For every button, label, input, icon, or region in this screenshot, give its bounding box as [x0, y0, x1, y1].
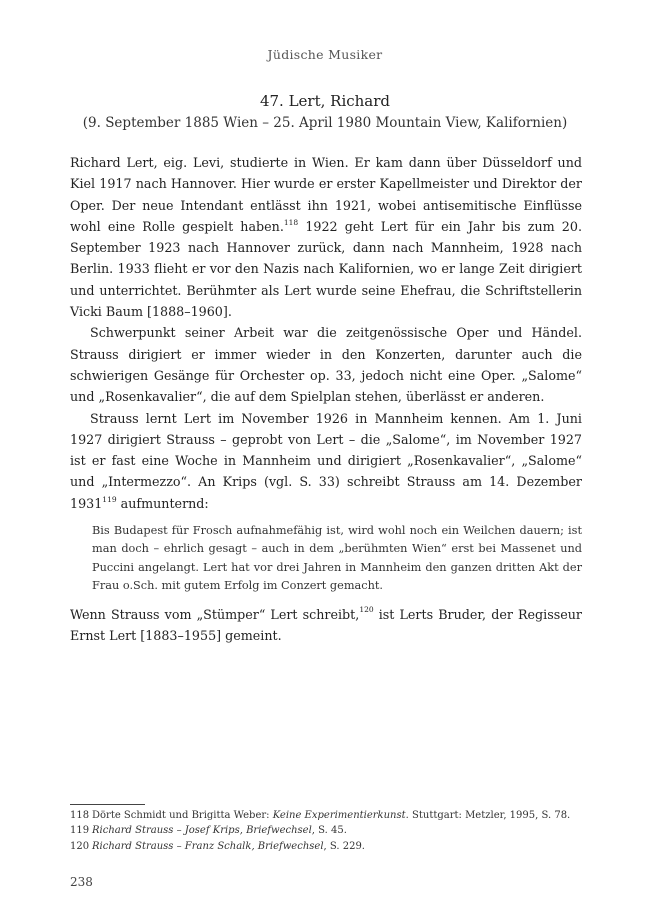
footnote-119 [70, 823, 582, 838]
page-number: 238 [70, 875, 93, 889]
block-quote: Bis Budapest für Frosch aufnahmefähig ist, wird wohl noch ein Weilchen dauern; ist man doch – ehrlich gesagt – auch in dem „berühmten Wien“ erst bei Massenet und Puccini angelangt. Lert hat vor drei Jahren in Mannheim den ganzen dritten Akt der Frau o.Sch. mit gutem Erfolg im Conzert gemacht. [92, 524, 582, 593]
text-run: ist Lerts Bruder, der Regisseur Ernst Lert [1883–1955] gemeint. [70, 606, 582, 643]
paragraph-2: Schwerpunkt seiner Arbeit war die zeitgenössische Oper und Händel. Strauss dirigiert er immer wieder in den Konzerten, darunter auch die schwierigen Gesänge für Orchester op. 33, jedoch nicht eine Oper. „Salome“ und „Rosenkavalier“, die auf dem Spielplan stehen, überlässt er anderen. [70, 325, 582, 405]
footnote-number: 118 [70, 810, 90, 821]
text-run: Wenn Strauss vom „Stümper“ Lert schreibt, [70, 606, 360, 622]
footnote-divider [70, 804, 145, 805]
footnote-ref-120[interactable]: 120 [359, 605, 374, 615]
text-run: Strauss lernt Lert im November 1926 in Mannheim kennen. Am 1. Juni 1927 dirigiert Strauss – geprobt von Lert – die „Salome“, im November 1927 ist er fast eine Woche in Mannheim und dirigiert „Rosenkavalier“, „Salome“ und „Intermezzo“. An Krips (vgl. S. 33) schreibt Strauss am 14. Dezember 1931 [70, 410, 582, 511]
footnotes [70, 808, 582, 854]
text-run: Richard Lert, eig. Levi, studierte in Wien. Er kam dann über Düsseldorf und Kiel 1917 nach Hannover. Hier wurde er erster Kapellmeister und Direktor der Oper. Der neue Intendant entlässt ihn 1921, wobei antisemitische Einflüsse wohl eine Rolle gespielt haben. [70, 155, 582, 234]
entry-dates: (9. September 1885 Wien – 25. April 1980 Mountain View, Kalifornien) [82, 115, 568, 131]
footnote-text: , S. 45. [311, 825, 347, 837]
paragraph-3 [70, 408, 582, 514]
footnote-120 [70, 839, 582, 854]
footnote-text: Dörte Schmidt und Brigitta Weber: [92, 810, 273, 821]
body-text [70, 152, 582, 646]
paragraph-4 [70, 604, 582, 647]
running-head: Jüdische Musiker [267, 47, 383, 62]
footnote-title: Keine Experimentierkunst [272, 810, 406, 821]
footnote-118 [70, 808, 582, 823]
footnote-text: , S. 229. [323, 840, 365, 852]
paragraph-1 [70, 152, 582, 322]
text-run: 1922 geht Lert für ein Jahr bis zum 20. September 1923 nach Hannover zurück, dann nach Mannheim, 1928 nach Berlin. 1933 flieht er vor den Nazis nach Kalifornien, wo er lange Zeit dirigiert und unterrichtet. Berühmter als Lert wurde seine Ehefrau, die Schriftstellerin Vicki Baum [1888–1960]. [70, 218, 582, 320]
entry-heading: 47. Lert, Richard [259, 92, 391, 110]
footnote-text: . Stuttgart: Metzler, 1995, S. 78. [405, 810, 571, 821]
footnote-number: 119 [70, 825, 90, 837]
footnote-title: Richard Strauss – Josef Krips, Briefwechsel [92, 825, 312, 837]
footnote-ref-119[interactable]: 119 [102, 494, 117, 504]
footnote-number: 120 [70, 840, 90, 852]
footnote-ref-118[interactable]: 118 [283, 217, 299, 227]
text-run: aufmunternd: [116, 495, 209, 511]
footnote-title: Richard Strauss – Franz Schalk, Briefwechsel [92, 840, 324, 852]
